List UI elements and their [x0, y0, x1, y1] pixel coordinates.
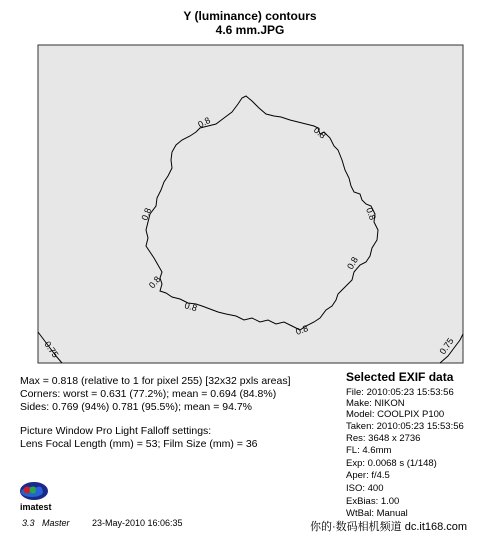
version-edition: Master — [42, 518, 70, 528]
contour-label: 0.8 — [146, 274, 163, 291]
exif-line: WtBal: Manual — [346, 508, 408, 519]
exif-line: Res: 3648 x 2736 — [346, 433, 421, 444]
run-date: 23-May-2010 16:06:35 — [92, 518, 183, 528]
watermark: 你的·数码相机频道 dc.it168.com — [310, 521, 468, 533]
imatest-logo-text: imatest — [20, 502, 52, 512]
falloff-settings-heading: Picture Window Pro Light Falloff settings: — [20, 425, 212, 437]
contour-label: 0.8 — [311, 124, 328, 141]
exif-line: File: 2010:05:23 15:53:56 — [346, 387, 454, 398]
stats-sides: Sides: 0.769 (94%) 0.781 (95.5%); mean = 94.7% — [20, 401, 253, 413]
imatest-logo-icon — [18, 480, 74, 502]
contour-label: 0.75 — [437, 336, 456, 357]
exif-title: Selected EXIF data — [346, 370, 454, 384]
stats-corners: Corners: worst = 0.631 (77.2%); mean = 0.694 (84.8%) — [20, 388, 277, 400]
contour-label: 0.8 — [345, 255, 360, 271]
falloff-settings-values: Lens Focal Length (mm) = 53; Film Size (mm) = 36 — [20, 438, 258, 450]
exif-line: FL: 4.6mm — [346, 445, 392, 456]
stats-max: Max = 0.818 (relative to 1 for pixel 255) [32x32 pxls areas] — [20, 375, 291, 387]
contour-label: 0.8 — [196, 115, 212, 130]
exif-line: Exp: 0.0068 s (1/148) — [346, 458, 437, 469]
exif-line: Model: COOLPIX P100 — [346, 409, 445, 420]
contour-label: 0.75 — [42, 339, 61, 360]
contour-label: 0.8 — [183, 300, 199, 314]
version-number: 3.3 — [22, 518, 35, 528]
plot-area — [38, 45, 463, 363]
contour-label: 0.8 — [294, 323, 310, 337]
exif-line: Aper: f/4.5 — [346, 470, 390, 481]
exif-line: Make: NIKON — [346, 398, 405, 409]
contour-label: 0.8 — [139, 206, 154, 222]
contour-label: 0.8 — [364, 206, 378, 222]
exif-line: Taken: 2010:05:23 15:53:56 — [346, 421, 464, 432]
chart-subtitle: 4.6 mm.JPG — [215, 23, 285, 37]
chart-title: Y (luminance) contours — [183, 9, 317, 23]
exif-line: ISO: 400 — [346, 483, 384, 494]
exif-line: ExBias: 1.00 — [346, 496, 400, 507]
